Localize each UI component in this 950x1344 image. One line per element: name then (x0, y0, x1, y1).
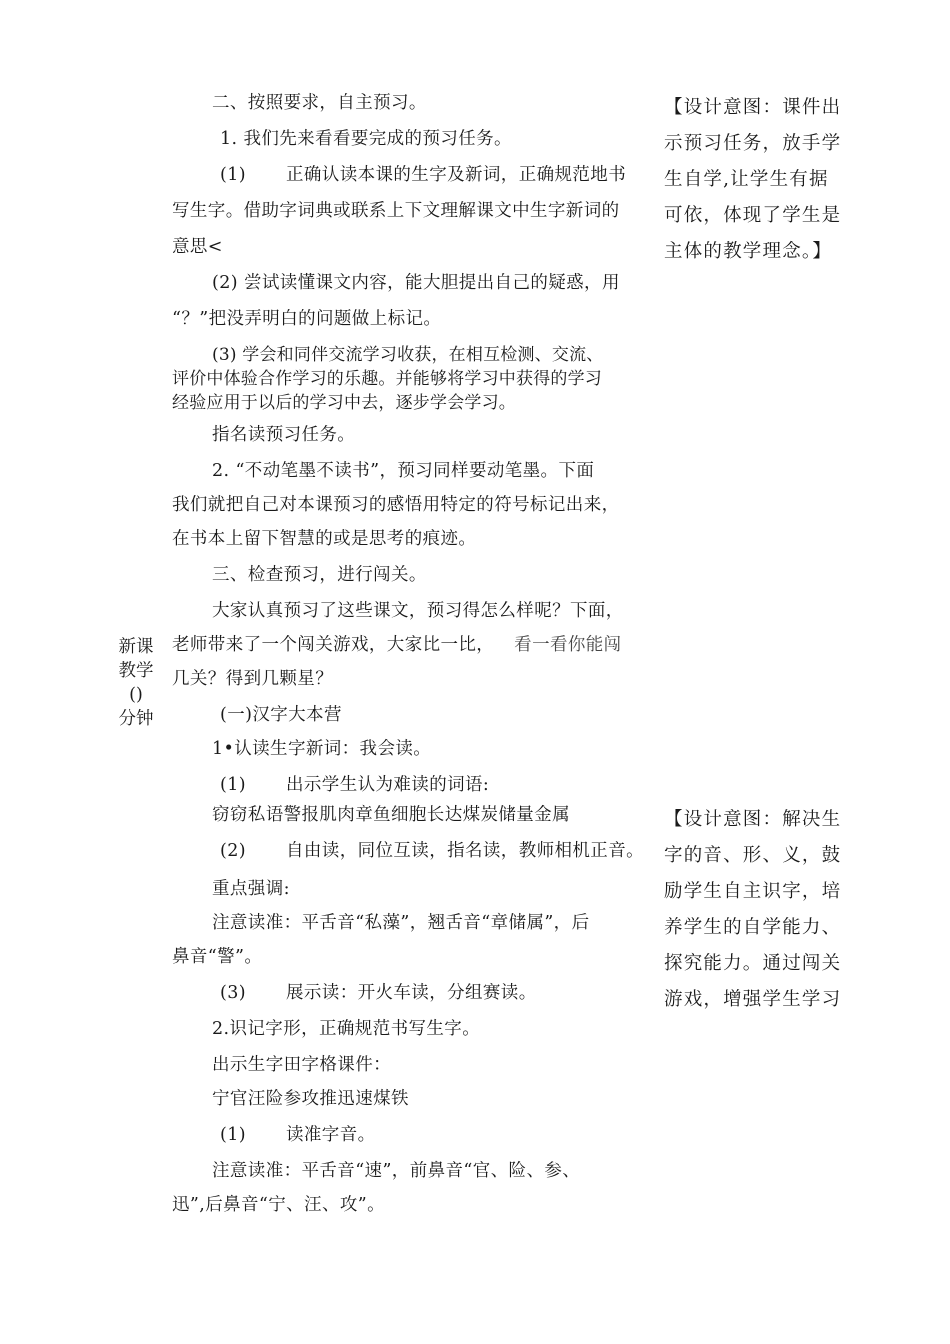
paragraph-line: 意思< (172, 237, 223, 257)
paragraph-line: “？”把没弄明白的问题做上标记。 (172, 309, 442, 329)
item-1-text: 正确认读本课的生字及新词，正确规范地书 (286, 165, 627, 185)
item-text: 出示学生认为难读的词语: (286, 775, 490, 795)
paragraph-line: 鼻音“警”。 (172, 947, 263, 967)
instruction-line: 出示生字田字格课件： (212, 1055, 391, 1075)
note-line: 游戏，增强学生学习 (664, 989, 842, 1010)
paragraph-line: 我们就把自己对本课预习的感悟用特定的符号标记出来， (172, 495, 620, 515)
paragraph-line: 经验应用于以后的学习中去，逐步学会学习。 (172, 393, 516, 413)
item-number: (2) (220, 841, 246, 861)
note-line: 养学生的自学能力、 (664, 917, 842, 938)
heading-check-preview: 三、检查预习，进行闯关。 (212, 565, 427, 585)
paragraph-line: 注意读准：平舌音“私藻”，翘舌音“章储属”，后 (212, 913, 590, 933)
word-list: 窃窃私语警报肌肉章鱼细胞长达煤炭储量金属 (212, 805, 570, 825)
instruction-line: 指名读预习任务。 (212, 425, 356, 445)
step-write-characters: 2.识记字形，正确规范书写生字。 (212, 1019, 481, 1039)
paragraph-line: 迅”,后鼻音“宁、汪、攻”。 (172, 1195, 386, 1215)
item-text: 读准字音。 (286, 1125, 376, 1145)
item-2-text: (2) 尝试读懂课文内容，能大胆提出自己的疑惑，用 (212, 273, 620, 293)
paragraph-line: 几关？得到几颗星？ (172, 669, 334, 689)
note-line: 【设计意图：课件出 (664, 97, 842, 118)
paragraph-line: 大家认真预习了这些课文，预习得怎么样呢？下面， (212, 601, 624, 621)
note-line: 生自学,让学生有据 (664, 169, 829, 190)
item-text: 自由读，同位互读，指名读，教师相机正音。 (286, 841, 644, 861)
item-number: (3) (220, 983, 246, 1003)
section-label-new-lesson (112, 636, 160, 730)
paragraph-line: 评价中体验合作学习的乐趣。并能够将学习中获得的学习 (172, 369, 602, 389)
item-number: (1) (220, 1125, 246, 1145)
heading-preview: 二、按照要求，自主预习。 (212, 93, 427, 113)
note-line: 【设计意图：解决生 (664, 809, 842, 830)
item-1-number: (1) (220, 165, 246, 185)
step-1: 1. 我们先来看看要完成的预习任务。 (220, 129, 512, 149)
note-line: 励学生自主识字，培 (664, 881, 842, 902)
paragraph-text-cut: 看一看你能闯 (514, 635, 622, 655)
section-label-line: 分钟 (118, 709, 154, 729)
section-label-line: 新课 (118, 637, 154, 657)
item-3-text: (3) 学会和同伴交流学习收获，在相互检测、交流、 (212, 345, 604, 365)
paragraph-line: 注意读准：平舌音“速”，前鼻音“官、险、参、 (212, 1161, 581, 1181)
section-label-line: 教学 (118, 661, 154, 681)
paragraph-line (172, 634, 622, 656)
paragraph-line: 写生字。借助字词典或联系上下文理解课文中生字新词的 (172, 201, 620, 221)
note-line: 字的音、形、义，鼓 (664, 845, 842, 866)
step-read-words: 1•认读生字新词：我会读。 (212, 739, 432, 759)
section-label-line: () (129, 685, 143, 705)
note-line: 主体的教学理念。】 (664, 241, 833, 262)
step-2: 2. “不动笔墨不读书”，预习同样要动笔墨。下面 (212, 461, 595, 481)
paragraph-text: 老师带来了一个闯关游戏，大家比一比， (172, 635, 495, 655)
note-line: 探究能力。通过闯关 (664, 953, 842, 974)
character-list: 宁官汪险参攻推迅速煤铁 (212, 1089, 409, 1109)
item-number: (1) (220, 775, 246, 795)
paragraph-line: 在书本上留下智慧的或是思考的痕迹。 (172, 529, 477, 549)
emphasis-heading: 重点强调: (212, 879, 290, 899)
note-line: 可依，体现了学生是 (664, 205, 842, 226)
item-text: 展示读：开火车读，分组赛读。 (286, 983, 537, 1003)
subheading-hanzi: (一)汉字大本营 (220, 705, 342, 725)
note-line: 示预习任务，放手学 (664, 133, 842, 154)
